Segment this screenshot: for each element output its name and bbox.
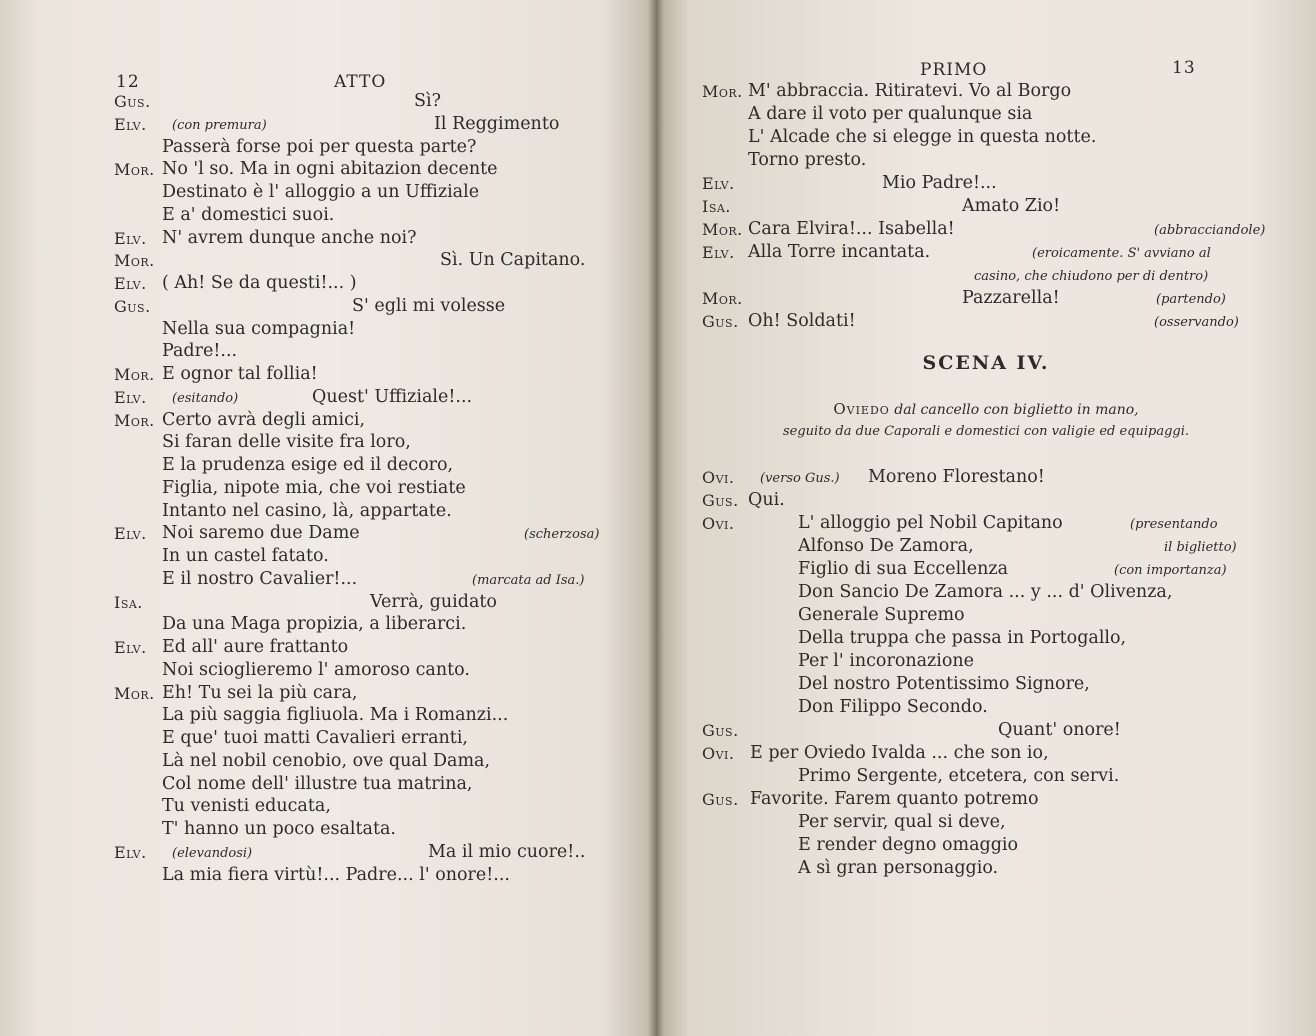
verse-line — [114, 318, 634, 341]
speaker-label: Isa. — [702, 197, 731, 216]
verse-line — [114, 864, 634, 887]
verse-text: E que' tuoi matti Cavalieri erranti, — [162, 728, 468, 748]
verse-line — [702, 719, 1222, 742]
verse-text: Nella sua compagnia! — [162, 318, 356, 339]
speaker-label: Elv. — [114, 524, 147, 544]
verse-text: A dare il voto per qualunque sia — [748, 104, 1033, 124]
verse-text: Da una Maga propizia, a liberarci. — [162, 614, 467, 635]
verse-text: Don Sancio De Zamora ... y ... d' Olivenza, — [798, 582, 1173, 602]
speaker-label: Mor. — [702, 82, 743, 101]
verse-line — [702, 80, 1222, 103]
verse-text: Favorite. Farem quanto potremo — [750, 789, 1039, 809]
verse-line — [702, 558, 1227, 581]
verse-line — [114, 568, 634, 591]
right-page — [656, 0, 1316, 1036]
speaker-label: Gus. — [114, 92, 151, 111]
verse-text: Quant' onore! — [998, 720, 1121, 740]
stage-direction: (scherzosa) — [524, 527, 600, 543]
stage-direction: (con importanza) — [1114, 563, 1227, 578]
verse-line — [702, 103, 1222, 126]
verse-line — [114, 613, 634, 636]
book-gutter — [648, 0, 664, 1036]
verse-line — [114, 454, 634, 477]
speaker-label: Elv. — [114, 274, 147, 293]
speaker-label: Ovi. — [702, 468, 735, 487]
verse-line — [114, 431, 634, 454]
speaker-label: Mor. — [114, 410, 155, 430]
verse-line — [702, 195, 1222, 218]
verse-line — [702, 696, 1222, 719]
verse-text: La mia fiera virtù!... Padre... l' onore!... — [162, 864, 510, 885]
speaker-label: Gus. — [114, 296, 151, 316]
speaker-label: Mor. — [114, 160, 155, 180]
verse-line — [702, 673, 1222, 696]
verse-text: Amato Zio! — [962, 196, 1061, 216]
verse-line — [114, 90, 634, 113]
verse-text: Ed all' aure frattanto — [162, 637, 349, 657]
verse-line — [702, 627, 1222, 650]
speaker-label: Isa. — [114, 592, 143, 612]
verse-text: Per servir, qual si deve, — [798, 812, 1006, 832]
stage-direction: (esitando) — [172, 390, 239, 406]
verse-line — [114, 386, 634, 409]
scene-description-1 — [656, 400, 1316, 418]
speaker-label: Mor. — [114, 251, 155, 271]
verse-line — [702, 535, 1237, 558]
stage-direction: (eroicamente. S' avviano al — [1032, 246, 1211, 261]
verse-line — [702, 650, 1222, 673]
verse-line — [114, 409, 634, 432]
verse-text: Quest' Uffiziale!... — [312, 386, 473, 407]
speaker-label: Ovi. — [702, 514, 735, 533]
scene-character-name: Oviedo — [833, 400, 890, 418]
stage-direction: (abbracciandole) — [1154, 223, 1266, 238]
verse-text: Eh! Tu sei la più cara, — [162, 682, 358, 703]
verse-line — [114, 204, 634, 227]
verse-text: Della truppa che passa in Portogallo, — [798, 628, 1127, 648]
verse-line — [114, 727, 634, 750]
verse-line — [114, 841, 634, 864]
speaker-label: Elv. — [114, 114, 147, 134]
verse-text: S' egli mi volesse — [352, 295, 506, 316]
verse-line — [114, 500, 634, 523]
verse-text: Verrà, guidato — [370, 591, 497, 612]
verse-text: Del nostro Potentissimo Signore, — [798, 674, 1090, 694]
verse-line — [702, 287, 1226, 310]
verse-line — [702, 512, 1222, 535]
verse-line — [702, 604, 1222, 627]
verse-line — [114, 659, 634, 682]
stage-direction: (presentando — [1130, 517, 1218, 532]
running-head-left: ATTO — [334, 72, 387, 92]
running-head-right: PRIMO — [920, 60, 988, 80]
page-number-left: 12 — [116, 72, 140, 92]
stage-direction: (marcata ad Isa.) — [472, 572, 585, 588]
speaker-label: Elv. — [114, 638, 147, 657]
speaker-label: Mor. — [702, 220, 743, 239]
verse-line — [114, 477, 634, 500]
verse-line — [114, 295, 634, 318]
verse-text: Col nome dell' illustre tua matrina, — [162, 773, 473, 794]
verse-text: Alla Torre incantata. — [748, 242, 931, 262]
verse-text: E la prudenza esige ed il decoro, — [162, 455, 454, 475]
verse-text: Là nel nobil cenobio, ove qual Dama, — [162, 750, 491, 771]
verse-text: Sì? — [414, 91, 441, 111]
speaker-label: Elv. — [702, 243, 735, 262]
verse-text: E a' domestici suoi. — [162, 204, 335, 225]
verse-text: Moreno Florestano! — [868, 467, 1045, 487]
verse-line — [114, 818, 634, 841]
verse-line — [114, 591, 634, 614]
stage-direction: (partendo) — [1156, 292, 1226, 307]
verse-text: Mio Padre!... — [882, 173, 997, 193]
verse-line — [702, 811, 1222, 834]
verse-text: Don Filippo Secondo. — [798, 697, 988, 717]
verse-line — [114, 750, 634, 773]
verse-text: L' alloggio pel Nobil Capitano — [798, 513, 1063, 533]
verse-line — [114, 340, 634, 363]
verse-line — [702, 742, 1222, 765]
verse-text: La più saggia figliuola. Ma i Romanzi... — [162, 705, 509, 726]
verse-line — [702, 241, 1222, 264]
verse-line — [702, 489, 1222, 512]
verse-line — [114, 113, 634, 136]
stage-direction: (verso Gus.) — [760, 471, 840, 486]
verse-text: Pazzarella! — [962, 288, 1060, 308]
verse-line — [114, 363, 634, 386]
scene-title: SCENA IV. — [922, 352, 1050, 374]
scene-description-text: dal cancello con biglietto in mano, — [894, 402, 1139, 418]
verse-line — [702, 264, 1222, 287]
page-number-right: 13 — [1172, 58, 1196, 78]
verse-text: T' hanno un poco esaltata. — [162, 819, 396, 839]
verse-line — [114, 545, 634, 568]
speaker-label: Elv. — [114, 387, 147, 407]
verse-text: E per Oviedo Ivalda ... che son io, — [750, 743, 1049, 763]
verse-line — [702, 788, 1222, 811]
verse-line — [114, 249, 634, 272]
verse-line — [702, 218, 1266, 241]
verse-text: Tu venisti educata, — [162, 796, 331, 817]
verse-text: Passerà forse poi per questa parte? — [162, 136, 477, 157]
verse-text: In un castel fatato. — [162, 546, 329, 566]
verse-text: Figlio di sua Eccellenza — [798, 559, 1009, 579]
verse-text: Certo avrà degli amici, — [162, 409, 366, 430]
speaker-label: Mor. — [114, 365, 155, 384]
verse-line — [114, 227, 634, 250]
verse-text: N' avrem dunque anche noi? — [162, 227, 417, 248]
verse-text: M' abbraccia. Ritiratevi. Vo al Borgo — [748, 81, 1072, 101]
verse-line — [702, 834, 1222, 857]
verse-text: Sì. Un Capitano. — [440, 250, 586, 271]
verse-text: L' Alcade che si elegge in questa notte. — [748, 127, 1097, 147]
stage-direction: casino, che chiudono per di dentro) — [974, 269, 1209, 284]
verse-text: Alfonso De Zamora, — [798, 536, 974, 556]
speaker-label: Ovi. — [702, 744, 735, 763]
verse-line — [702, 857, 1222, 880]
speaker-label: Gus. — [702, 312, 739, 331]
verse-line — [114, 704, 634, 727]
verse-text: Si faran delle visite fra loro, — [162, 432, 411, 453]
verse-line — [702, 310, 1239, 333]
verse-line — [702, 765, 1222, 788]
verse-text: Per l' incoronazione — [798, 651, 975, 671]
verse-line — [114, 636, 634, 659]
stage-direction: (elevandosi) — [172, 845, 253, 861]
speaker-label: Gus. — [702, 491, 739, 510]
verse-line — [702, 126, 1222, 149]
verse-text: Generale Supremo — [798, 605, 965, 625]
verse-text: E il nostro Cavalier!... — [162, 568, 358, 589]
left-page — [0, 0, 656, 1036]
verse-text: Ma il mio cuore!.. — [428, 841, 586, 862]
stage-direction: (con premura) — [172, 117, 267, 133]
verse-text: No 'l so. Ma in ogni abitazion decente — [162, 159, 498, 180]
speaker-label: Mor. — [114, 683, 155, 703]
verse-text: Torno presto. — [748, 150, 867, 170]
verse-line — [114, 795, 634, 818]
verse-line — [702, 172, 1222, 195]
verse-text: Il Reggimento — [434, 113, 560, 134]
verse-text: ( Ah! Se da questi!... ) — [162, 273, 357, 293]
scene-description-2: seguito da due Caporali e domestici con valigie ed equipaggi. — [782, 424, 1190, 439]
stage-direction: il biglietto) — [1164, 540, 1237, 555]
verse-line — [114, 158, 634, 181]
verse-text: E render degno omaggio — [798, 835, 1019, 855]
verse-text: Figlia, nipote mia, che voi restiate — [162, 477, 466, 498]
verse-text: Primo Sergente, etcetera, con servi. — [798, 766, 1120, 786]
verse-text: Destinato è l' alloggio a un Uffiziale — [162, 182, 480, 202]
verse-line — [114, 682, 634, 705]
verse-line — [114, 773, 634, 796]
speaker-label: Elv. — [702, 174, 735, 193]
verse-line — [702, 581, 1222, 604]
verse-text: E ognor tal follia! — [162, 364, 318, 384]
verse-line — [114, 136, 634, 159]
verse-text: Padre!... — [162, 341, 238, 362]
verse-line — [702, 149, 1222, 172]
verse-text: A sì gran personaggio. — [798, 858, 999, 878]
verse-line — [114, 181, 634, 204]
speaker-label: Gus. — [702, 790, 739, 809]
verse-text: Cara Elvira!... Isabella! — [748, 219, 955, 239]
stage-direction: (osservando) — [1154, 315, 1239, 330]
verse-line — [114, 522, 634, 545]
speaker-label: Elv. — [114, 842, 147, 862]
speaker-label: Elv. — [114, 228, 147, 248]
verse-text: Noi scioglieremo l' amoroso canto. — [162, 659, 470, 680]
verse-line — [114, 272, 634, 295]
speaker-label: Gus. — [702, 721, 739, 740]
verse-text: Noi saremo due Dame — [162, 523, 360, 544]
speaker-label: Mor. — [702, 289, 743, 308]
verse-text: Intanto nel casino, là, appartate. — [162, 500, 452, 521]
verse-line — [702, 466, 1222, 489]
verse-text: Qui. — [748, 490, 785, 510]
verse-text: Oh! Soldati! — [748, 311, 856, 331]
